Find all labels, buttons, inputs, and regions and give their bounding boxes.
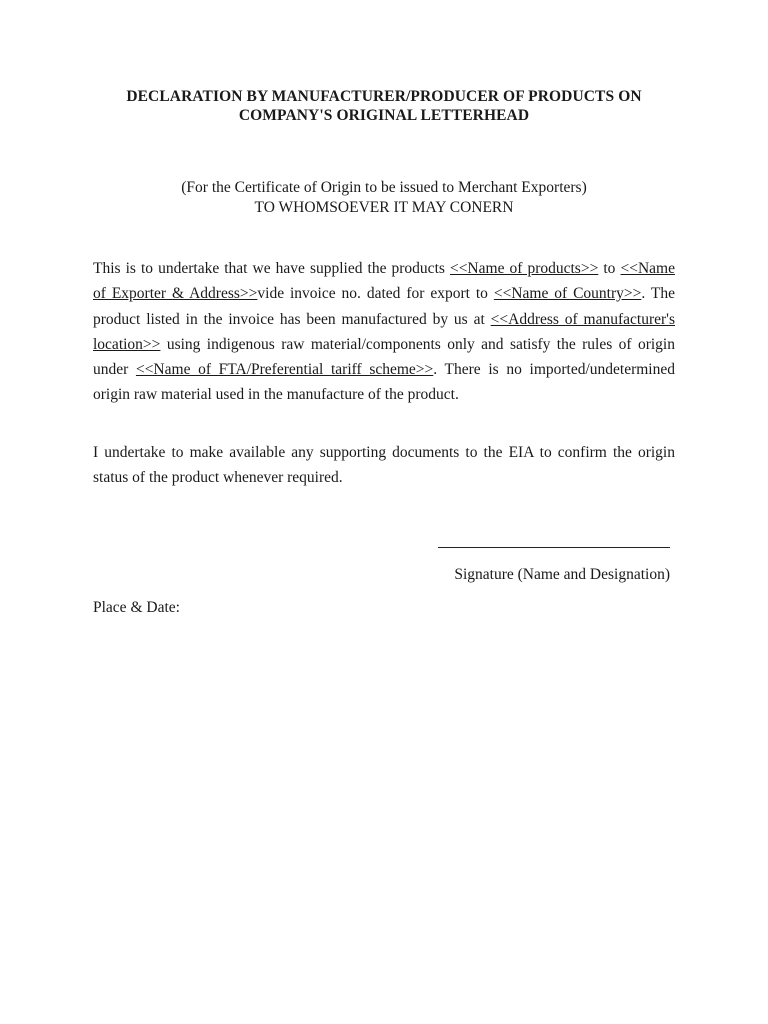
para1-text-1: This is to undertake that we have supplied the products [93,260,450,277]
declaration-paragraph [93,256,675,408]
para1-text-3: vide invoice no. dated for export to [257,285,494,303]
place-date-label: Place & Date: [93,599,180,616]
signature-label: Signature (Name and Designation) [454,566,670,583]
title-line-2: COMPANY'S ORIGINAL LETTERHEAD [238,107,530,124]
placeholder-exporter: <<Name of Exporter & Address>> [93,260,675,303]
title-line-1: DECLARATION BY MANUFACTURER/PRODUCER OF PRODUCTS ON [126,88,642,105]
document-subtitle [60,178,708,218]
signature-line [438,547,670,548]
placeholder-location: <<Address of manufacturer's location>> [93,310,676,353]
undertaking-paragraph: I undertake to make available any supporting documents to the EIA to confirm the origin status of the product whenever required. [93,444,675,487]
para1-text-2: to [598,260,621,277]
subtitle-line-1: (For the Certificate of Origin to be issued to Merchant Exporters) [181,179,587,196]
placeholder-scheme: <<Name of FTA/Preferential tariff scheme>> [135,361,434,379]
para1-text-6: . There is no imported/undetermined origin raw material used in the manufacture of the product. [93,361,675,404]
para1-text-5: using indigenous raw material/components only and satisfy the rules of origin under [93,335,675,379]
document-title [60,87,708,125]
placeholder-products: <<Name of products>> [449,260,599,277]
para1-text-4: . The product listed in the invoice has been manufactured by us at [93,285,675,328]
subtitle-line-2: TO WHOMSOEVER IT MAY CONERN [254,199,514,216]
placeholder-country: <<Name of Country>> [493,285,642,303]
